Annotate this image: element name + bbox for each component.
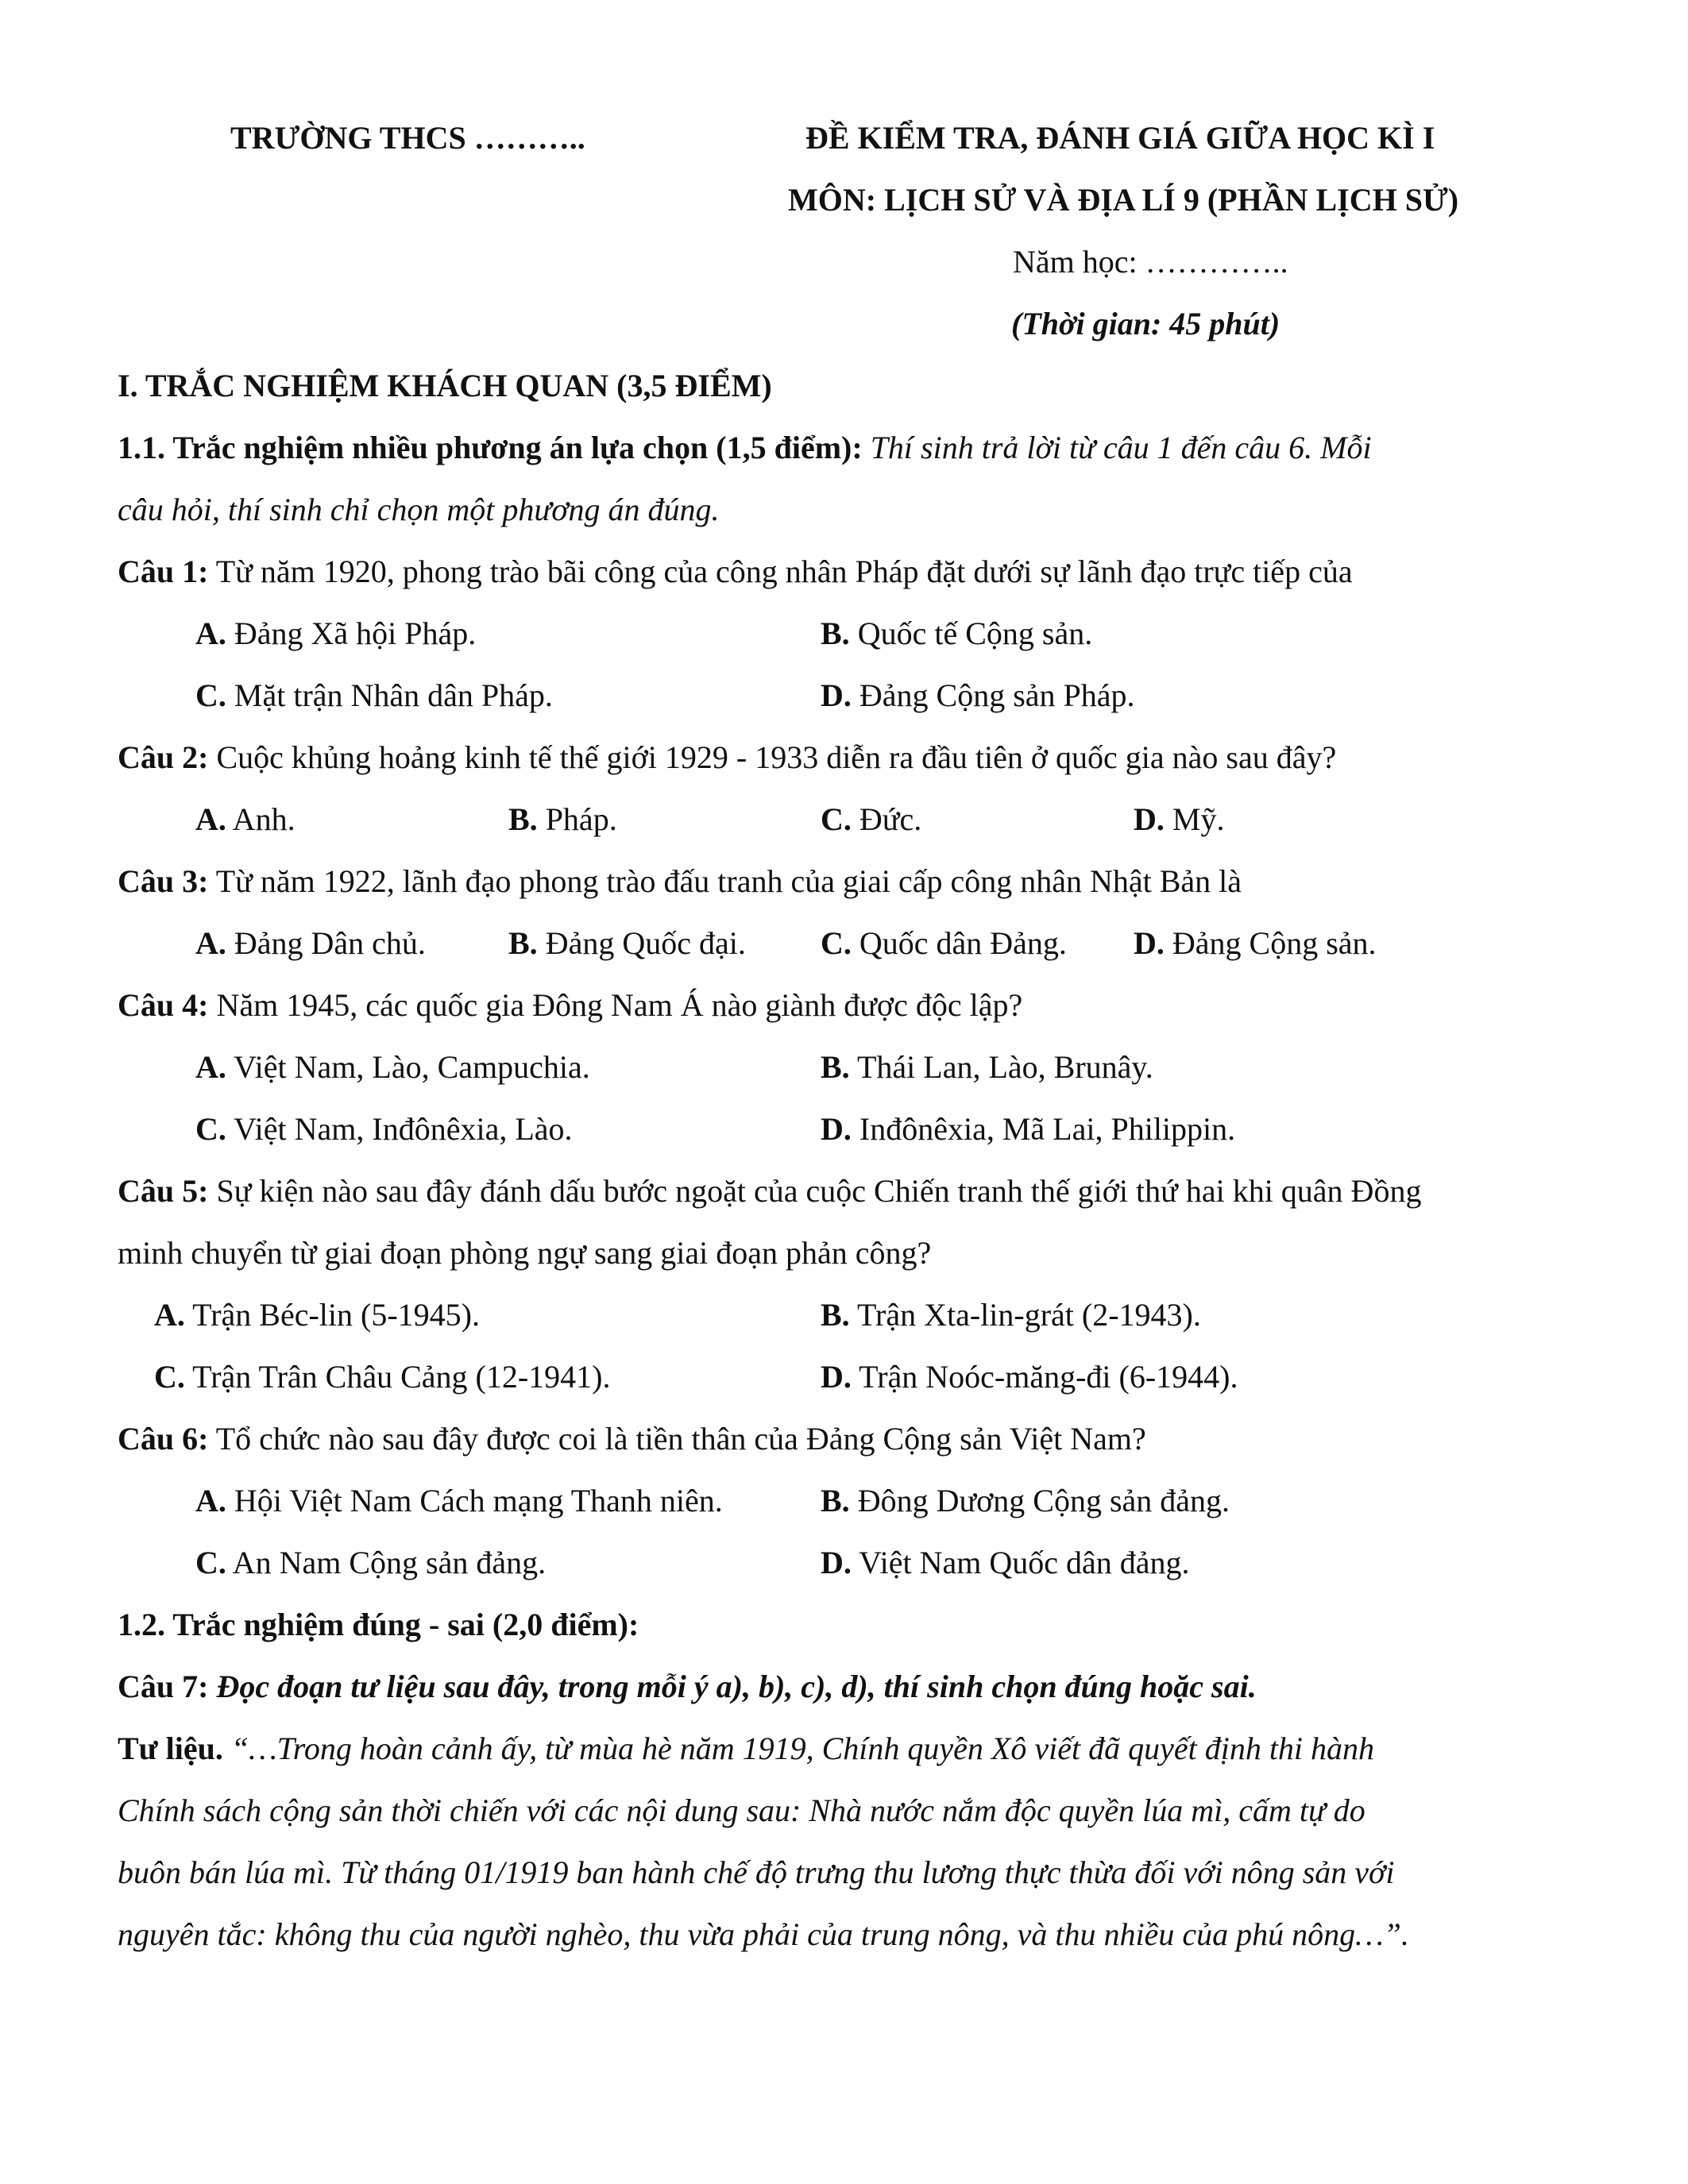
option-letter: A. xyxy=(154,1297,185,1333)
question-7 xyxy=(118,1668,1257,1706)
question-text: Từ năm 1920, phong trào bãi công của công nhân Pháp đặt dưới sự lãnh đạo trực tiếp của xyxy=(208,554,1353,589)
option-letter: D. xyxy=(821,1545,852,1580)
option-text: Đông Dương Cộng sản đảng. xyxy=(849,1483,1230,1518)
question-7-instruction: Đọc đoạn tư liệu sau đây, trong mỗi ý a), b), c), d), thí sinh chọn đúng hoặc sai. xyxy=(208,1669,1257,1704)
option-text: Inđônêxia, Mã Lai, Philippin. xyxy=(851,1111,1236,1147)
option-6c xyxy=(195,1544,546,1582)
source-line-1 xyxy=(118,1730,1374,1768)
question-label: Câu 3: xyxy=(118,863,209,899)
option-letter: A. xyxy=(195,925,226,961)
option-5c xyxy=(154,1358,610,1396)
option-letter: A. xyxy=(195,615,226,651)
option-2d xyxy=(1134,801,1224,839)
option-text: Đảng Cộng sản Pháp. xyxy=(851,677,1135,713)
option-text: Mỹ. xyxy=(1164,801,1225,837)
option-3a xyxy=(195,924,426,963)
option-text: Trận Noóc-măng-đi (6-1944). xyxy=(851,1359,1238,1395)
option-letter: C. xyxy=(195,1111,226,1147)
source-text: “…Trong hoàn cảnh ấy, từ mùa hè năm 1919, Chính quyền Xô viết đã quyết định thi hành xyxy=(222,1731,1375,1766)
source-line-4: nguyên tắc: không thu của người nghèo, thu vừa phải của trung nông, và thu nhiều của phú nông…”. xyxy=(118,1916,1409,1952)
option-2a xyxy=(195,801,295,839)
option-letter: A. xyxy=(195,1483,226,1518)
option-letter: B. xyxy=(821,1483,850,1518)
option-letter: B. xyxy=(508,925,538,961)
school-year: Năm học: ………….. xyxy=(1013,244,1288,280)
option-letter: C. xyxy=(821,801,852,837)
option-text: Đảng Quốc đại. xyxy=(537,925,746,961)
option-letter: D. xyxy=(1134,801,1165,837)
option-text: Quốc tế Cộng sản. xyxy=(849,615,1093,651)
section-title: I. TRẮC NGHIỆM KHÁCH QUAN (3,5 ĐIỂM) xyxy=(118,368,772,403)
question-1 xyxy=(118,553,1353,591)
question-label: Câu 5: xyxy=(118,1173,209,1209)
question-3 xyxy=(118,862,1242,901)
option-text: Quốc dân Đảng. xyxy=(851,925,1067,961)
option-letter: B. xyxy=(821,1297,850,1333)
option-4b xyxy=(821,1048,1153,1086)
option-3c xyxy=(821,924,1067,963)
option-letter: B. xyxy=(821,1049,850,1085)
option-text: Trận Xta-lin-grát (2-1943). xyxy=(849,1297,1201,1333)
question-text: Tổ chức nào sau đây được coi là tiền thân của Đảng Cộng sản Việt Nam? xyxy=(208,1421,1146,1457)
option-3d xyxy=(1134,924,1377,963)
option-text: Thái Lan, Lào, Brunây. xyxy=(849,1049,1153,1085)
question-label: Câu 4: xyxy=(118,987,209,1023)
school-name: TRƯỜNG THCS ……….. xyxy=(230,120,585,156)
option-text: Trận Trân Châu Cảng (12-1941). xyxy=(184,1359,611,1395)
question-5-cont: minh chuyển từ giai đoạn phòng ngự sang giai đoạn phản công? xyxy=(118,1235,932,1271)
option-letter: B. xyxy=(508,801,538,837)
option-text: An Nam Cộng sản đảng. xyxy=(226,1545,547,1580)
question-label: Câu 7: xyxy=(118,1669,209,1704)
option-5d xyxy=(821,1358,1238,1396)
option-letter: C. xyxy=(821,925,852,961)
question-label: Câu 1: xyxy=(118,554,209,589)
option-letter: D. xyxy=(1134,925,1165,961)
option-text: Việt Nam Quốc dân đảng. xyxy=(851,1545,1190,1580)
question-label: Câu 6: xyxy=(118,1421,209,1457)
question-label: Câu 2: xyxy=(118,739,209,775)
option-letter: C. xyxy=(154,1359,185,1395)
option-5b xyxy=(821,1296,1201,1334)
option-2c xyxy=(821,801,921,839)
option-2b xyxy=(508,801,617,839)
option-3b xyxy=(508,924,746,963)
part2-title: 1.2. Trắc nghiệm đúng - sai (2,0 điểm): xyxy=(118,1607,639,1642)
part1-instruction: Thí sinh trả lời từ câu 1 đến câu 6. Mỗi xyxy=(862,430,1372,465)
option-letter: A. xyxy=(195,801,226,837)
source-label: Tư liệu. xyxy=(118,1731,223,1766)
option-letter: A. xyxy=(195,1049,226,1085)
option-letter: D. xyxy=(821,1111,852,1147)
option-text: Pháp. xyxy=(537,801,617,837)
question-text: Cuộc khủng hoảng kinh tế thế giới 1929 - 1933 diễn ra đầu tiên ở quốc gia nào sau đây? xyxy=(208,739,1337,775)
option-text: Đảng Dân chủ. xyxy=(226,925,426,961)
exam-title: ĐỀ KIỂM TRA, ĐÁNH GIÁ GIỮA HỌC KÌ I xyxy=(805,120,1435,156)
option-text: Anh. xyxy=(226,801,295,837)
option-6b xyxy=(821,1482,1230,1520)
option-letter: C. xyxy=(195,1545,226,1580)
source-line-3: buôn bán lúa mì. Từ tháng 01/1919 ban hành chế độ trưng thu lương thực thừa đối với nông sản với xyxy=(118,1854,1395,1890)
option-text: Việt Nam, Inđônêxia, Lào. xyxy=(226,1111,573,1147)
option-4a xyxy=(195,1048,590,1086)
subject-title: MÔN: LỊCH SỬ VÀ ĐỊA LÍ 9 (PHẦN LỊCH SỬ) xyxy=(788,182,1459,218)
option-1b xyxy=(821,615,1092,653)
option-letter: D. xyxy=(821,1359,852,1395)
option-6a xyxy=(195,1482,723,1520)
option-5a xyxy=(154,1296,480,1334)
option-4d xyxy=(821,1110,1235,1148)
option-text: Đảng Cộng sản. xyxy=(1164,925,1377,961)
option-letter: D. xyxy=(821,677,852,713)
part1-instruction-cont: câu hỏi, thí sinh chỉ chọn một phương án đúng. xyxy=(118,492,720,527)
question-text: Năm 1945, các quốc gia Đông Nam Á nào giành được độc lập? xyxy=(208,987,1023,1023)
option-text: Việt Nam, Lào, Campuchia. xyxy=(226,1049,590,1085)
question-text: Từ năm 1922, lãnh đạo phong trào đấu tranh của giai cấp công nhân Nhật Bản là xyxy=(208,863,1242,899)
question-6 xyxy=(118,1420,1146,1458)
option-text: Mặt trận Nhân dân Pháp. xyxy=(226,677,553,713)
question-text: Sự kiện nào sau đây đánh dấu bước ngoặt của cuộc Chiến tranh thế giới thứ hai khi quân Đồng xyxy=(208,1173,1422,1209)
option-text: Hội Việt Nam Cách mạng Thanh niên. xyxy=(226,1483,723,1518)
question-4 xyxy=(118,986,1022,1024)
option-text: Trận Béc-lin (5-1945). xyxy=(184,1297,480,1333)
option-4c xyxy=(195,1110,573,1148)
option-1a xyxy=(195,615,476,653)
option-text: Đảng Xã hội Pháp. xyxy=(226,615,477,651)
part1-title: 1.1. Trắc nghiệm nhiều phương án lựa chọn (1,5 điểm): xyxy=(118,430,863,465)
option-1d xyxy=(821,677,1135,715)
question-5 xyxy=(118,1172,1421,1210)
option-1c xyxy=(195,677,553,715)
option-text: Đức. xyxy=(851,801,922,837)
option-letter: B. xyxy=(821,615,850,651)
option-6d xyxy=(821,1544,1190,1582)
option-letter: C. xyxy=(195,677,226,713)
part1-heading xyxy=(118,429,1372,467)
source-line-2: Chính sách cộng sản thời chiến với các nội dung sau: Nhà nước nắm độc quyền lúa mì, cấm tự do xyxy=(118,1792,1365,1828)
question-2 xyxy=(118,739,1336,777)
exam-duration: (Thời gian: 45 phút) xyxy=(1011,306,1280,341)
